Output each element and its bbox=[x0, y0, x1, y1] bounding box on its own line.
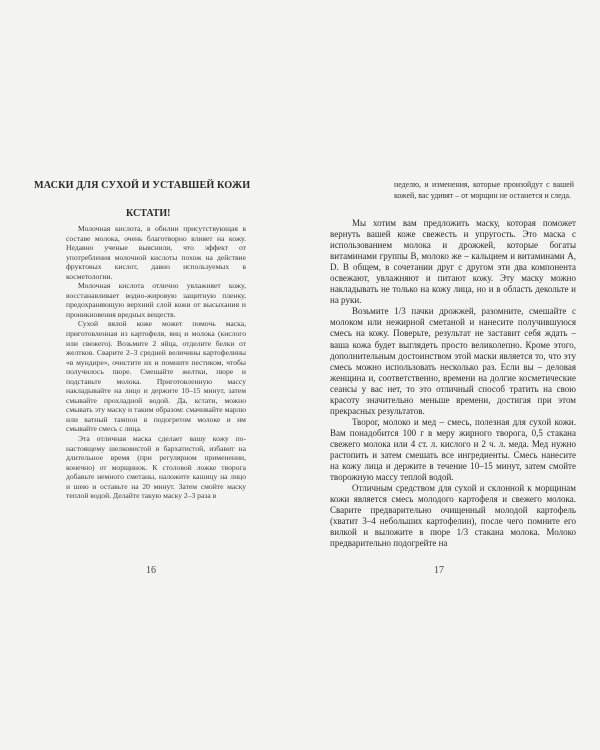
continuation-text bbox=[394, 180, 574, 201]
paragraph: Отличным средством для сухой и склонной к морщинам кожи является смесь молодого картофеля и свежего молока. Сварите предварительно очищенный молодой картофель (хватит 3–4 небольших картофелин), после чего помните его вилкой и выложите в пюре 1/3 стакана молока. Молоко предварительно подогрейте на bbox=[330, 483, 576, 549]
sidebar-heading: КСТАТИ! bbox=[126, 208, 171, 219]
paragraph: Сухой вялой коже может помочь маска, приготовленная из картофеля, яиц и молока (кислого или свежего). Возьмите 2 яйца, отделите белки от желтков. Сварите 2–3 средней величины картофелины «в мундире», очистите их и помните пестиком, чтобы получилось пюре. Смешайте желтки, пюре и подставьте молока. Приготовленную массу накладывайте на лицо и держите 10–15 минут, затем смывайте прохладной водой. Да, кстати, можно смывать эту маску и таким образом: смачивайте марлю или ватный тампон в подогретом молоке и им смывайте смесь с лица. bbox=[66, 319, 246, 434]
paragraph: Возьмите 1/3 пачки дрожжей, разомните, смешайте с молоком или нежирной сметаной и нанесите получившуюся смесь на кожу. Поверьте, результат не заставит себя ждать – ваша кожа будет выглядеть просто великолепно. Кроме этого, дополнительным достоинством этой маски является то, что эту смесь можно использовать несколько раз. Если вы – деловая женщина и, соответственно, времени на долгие косметические сеансы у вас нет, то это отличный способ тратить на свою красоту значительно меньше времени, достигая при этом прекрасных результатов. bbox=[330, 306, 576, 416]
paragraph: Эта отличная маска сделает вашу кожу по-настоящему шелковистой и бархатистой, избавит на длительное время (при регулярном применении, конечно) от морщинок. К столовой ложке творога добавьте немного сметаны, наложите кашицу на лицо и шею и оставьте на 20 минут. Затем смойте маску теплой водой. Делайте такую маску 2–3 раза в bbox=[66, 434, 246, 501]
paragraph: Мы хотим вам предложить маску, которая поможет вернуть вашей коже свежесть и упругость. Это маска с использованием молока и дрожжей, которые богаты витаминами группы B, молоко же – кальцием и витаминами A, D. В общем, в сочетании друг с другом эти два компонента освежают, увлажняют и питают кожу. Эту маску можно накладывать не только на кожу лица, но и в область декольте и на руки. bbox=[330, 218, 576, 306]
paragraph: Творог, молоко и мед – смесь, полезная для сухой кожи. Вам понадобится 100 г в меру жирного творога, 0,5 стакана свежего молока или 4 ст. л. кислого и 2 ч. л. меда. Мед нужно растопить и затем смешать все ингредиенты. Смесь нанесите на кожу лица и держите в течение 10–15 минут, затем смойте творожную массу теплой водой. bbox=[330, 416, 576, 483]
paragraph: Молочная кислота, в обилии присутствующая в составе молока, очень благотворно влияет на кожу. Недавно ученые выяснили, что эффект от употребления молочной кислоты похож на действие фруктовых кислот, давно используемых в косметологии. bbox=[66, 224, 246, 281]
page-number: 16 bbox=[146, 565, 156, 576]
paragraph: неделю, и изменения, которые произойдут с вашей кожей, вас удивят – от морщин не останется и следа. bbox=[394, 180, 574, 200]
body-text bbox=[330, 218, 576, 549]
sidebar-text bbox=[66, 224, 246, 501]
paragraph: Молочная кислота отлично увлажняет кожу, восстанавливает водно-жировую защитную пленку, предохраняющую верхний слой кожи от высыхания и проникновения вредных веществ. bbox=[66, 281, 246, 319]
section-title: МАСКИ ДЛЯ СУХОЙ И УСТАВШЕЙ КОЖИ bbox=[34, 180, 251, 191]
page-number: 17 bbox=[434, 565, 444, 576]
right-page bbox=[300, 0, 600, 750]
